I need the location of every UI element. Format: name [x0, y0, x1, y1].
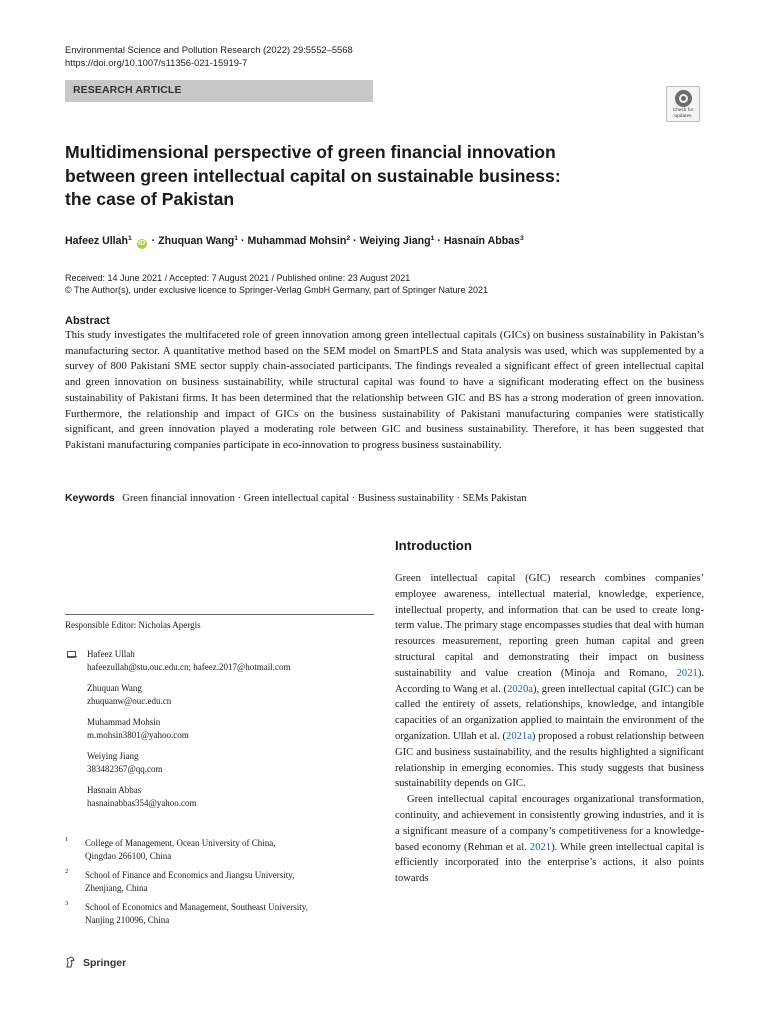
keywords-label: Keywords: [65, 493, 115, 504]
check-for-updates-badge[interactable]: [666, 86, 700, 122]
article-type-label: RESEARCH ARTICLE: [73, 84, 182, 96]
abstract-heading: Abstract: [65, 315, 110, 327]
keyword: Business sustainability: [357, 493, 454, 504]
citation-link[interactable]: 2021: [529, 841, 552, 853]
author-name[interactable]: Hafeez Ullah: [65, 235, 128, 247]
citation-link[interactable]: 2021a: [506, 730, 532, 742]
springer-horse-icon: [65, 956, 77, 968]
doi-link[interactable]: https://doi.org/10.1007/s11356-021-15919-7: [65, 57, 248, 68]
citation-link[interactable]: 2021: [676, 667, 698, 679]
article-type-banner: [65, 80, 373, 102]
footnote-divider: [65, 614, 374, 615]
copyright-notice: © The Author(s), under exclusive licence to Springer-Verlag GmbH Germany, part of Springer Nature 2021: [65, 285, 488, 295]
author-list: Hafeez Ullah$^1$ iD · Zhuquan Wang$^1$ · Muhammad Mohsin$^2$ · Weiying Jiang$^1$ · Hasnain Abbas$^3$: [65, 235, 524, 247]
check-badge-text: Check for updates: [672, 108, 694, 119]
contact-entry: Muhammad Mohsin m.mohsin3801@yahoo.com: [87, 716, 291, 741]
responsible-editor: Responsible Editor: Nicholas Apergis: [65, 620, 201, 630]
email-link[interactable]: 383482367@qq.com: [87, 763, 163, 774]
envelope-icon: [67, 651, 76, 658]
email-link[interactable]: hasnainabbas354@yahoo.com: [87, 797, 197, 808]
intro-paragraph: Green intellectual capital (GIC) research combines companies’ employee awareness, intellectual material, knowledge, experience, intellectual property, and information that can be used to create long-term value. The primary stage encompasses studies that deal with human resources measurement, reporting green human capital and green structural capital and demonstrating their impact on business sustainability and value creation (Minoja and Romano, 2021). According to Wang et al. (2020a), green intellectual capital (GIC) can be called the entirety of assets, relationships, knowledge, and intangible capacities of an organization applied to maintain the environment of the organization. Ullah et al. (2021a) proposed a robust relationship between GIC and business sustainability, and the results highlighted a significant relationship in emerging economies. This study suggests that business sustainability depends on GIC.: [395, 573, 705, 790]
contact-entry: Weiying Jiang 383482367@qq.com: [87, 750, 291, 775]
introduction-body: [395, 571, 704, 887]
abstract-text: This study investigates the multifaceted role of green innovation among green intellectual capitals (GICs) on business sustainability in Pakistan’s manufacturing sector. A quantitative method based on the SEM model on SmartPLS and Stata analysis was used, which was supplemented by a survey of 800 Pakistani SME sector supply chain-associated participants. The findings revealed a significant effect of green intellectual capital and green innovation on business sustainability, while structural capital was found to have a significant moderating effect on the business sustainability of Pakistani firms. It has been determined that the relationship between GIC and BS has a strong moderation of green innovation. Furthermore, the relationship and impact of GICs on the business sustainability of Pakistani manufacturing companies were statistically significant, and green innovation played a moderating role between GIC and business sustainability. Therefore, it has been suggested that Pakistani manufacturing companies participate in eco-innovation to progress business sustainability.: [65, 329, 704, 451]
article-title: Multidimensional perspective of green financial innovation between green intellectual capital on sustainable business: the case of Pakistan: [65, 142, 561, 209]
publication-dates: Received: 14 June 2021 / Accepted: 7 August 2021 / Published online: 23 August 2021: [65, 273, 411, 283]
email-link[interactable]: m.mohsin3801@yahoo.com: [87, 729, 189, 740]
keyword: Green intellectual capital: [243, 493, 350, 504]
journal-citation: Environmental Science and Pollution Research (2022) 29:5552–5568: [65, 44, 353, 55]
email-link[interactable]: hafeezullah@stu.ouc.edu.cn; hafeez.2017@hotmail.com: [87, 661, 291, 672]
email-link[interactable]: zhuquanw@ouc.edu.cn: [87, 695, 172, 706]
author-name[interactable]: Hasnain Abbas: [443, 235, 520, 247]
author-name[interactable]: Zhuquan Wang: [158, 235, 235, 247]
contact-entry: Hasnain Abbas hasnainabbas354@yahoo.com: [87, 784, 291, 809]
author-name[interactable]: Weiying Jiang: [359, 235, 431, 247]
publisher-name: Springer: [83, 957, 127, 969]
author-name[interactable]: Muhammad Mohsin: [247, 235, 347, 247]
keywords-line: Keywords Green financial innovation · Green intellectual capital · Business sustainability · SEMs Pakistan: [65, 493, 527, 504]
introduction-heading: Introduction: [395, 538, 472, 553]
contact-entry: Zhuquan Wang zhuquanw@ouc.edu.cn: [87, 682, 291, 707]
intro-paragraph: Green intellectual capital encourages organizational transformation, continuity, and achievement in consistently growing industries, and it is a significant measure of a company’s competitiveness for a knowledge-based economy (Rehman et al. 2021). While green intellectual capital is efficiently incorporated into the enterprise’s actions, it also points towards: [395, 794, 704, 885]
keyword: SEMs Pakistan: [462, 493, 527, 504]
publisher-footer: [65, 953, 126, 967]
citation-link[interactable]: 2020a: [507, 683, 533, 695]
update-check-icon: [675, 90, 692, 107]
contact-entry: Hafeez Ullah hafeezullah@stu.ouc.edu.cn; hafeez.2017@hotmail.com: [87, 649, 291, 672]
keyword: Green financial innovation: [122, 493, 235, 504]
author-contacts: [87, 648, 291, 818]
orcid-icon[interactable]: iD: [138, 240, 146, 247]
